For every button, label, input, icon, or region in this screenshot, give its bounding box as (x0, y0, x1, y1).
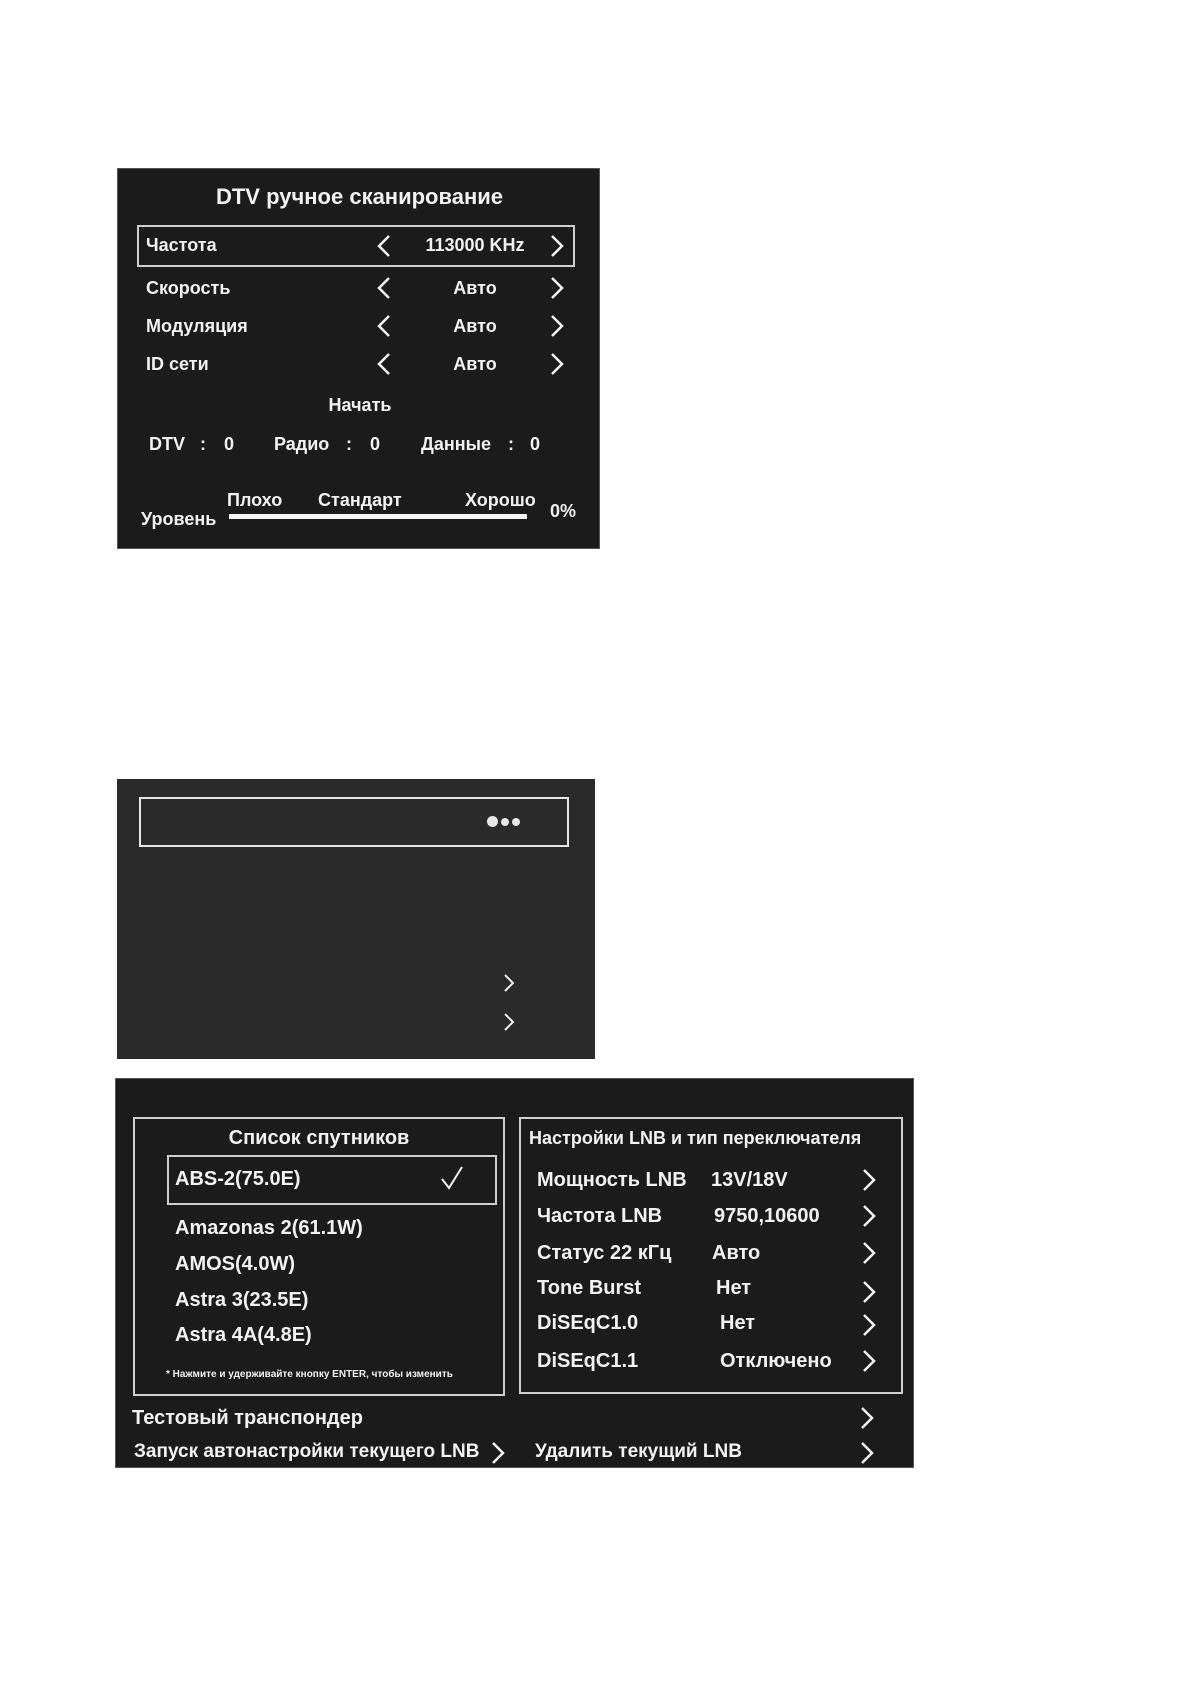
hint-text: * Нажмите и удерживайте кнопку ENTER, чтобы изменить (166, 1369, 453, 1380)
chevron-right-icon[interactable] (547, 312, 567, 340)
row-value: Авто (453, 316, 497, 336)
row-value: Авто (453, 278, 497, 298)
radio-count-value: 0 (370, 434, 381, 454)
chevron-right-icon[interactable] (859, 1202, 879, 1230)
chevron-right-icon[interactable] (501, 969, 517, 997)
chevron-right-icon[interactable] (859, 1347, 879, 1375)
lnb-frequency-row[interactable] (521, 1199, 901, 1235)
tone-burst-row[interactable] (521, 1272, 901, 1308)
row-value: Авто (712, 1242, 761, 1264)
chevron-right-icon[interactable] (859, 1166, 879, 1194)
dtv-manual-scan-panel (117, 168, 600, 549)
satellite-settings-panel (115, 1078, 914, 1468)
data-count-label: Данные (421, 434, 491, 454)
dtv-count-label: DTV (149, 434, 185, 454)
row-label: Скорость (146, 278, 231, 298)
list-item[interactable]: Astra 4A(4.8E) (175, 1324, 312, 1346)
signal-level-bar (229, 514, 527, 519)
lnb-settings-title: Настройки LNB и тип переключателя (529, 1128, 862, 1148)
start-button[interactable]: Начать (328, 395, 392, 415)
separator: : (346, 434, 352, 454)
lnb-power-row[interactable] (521, 1163, 901, 1199)
row-label: Tone Burst (537, 1277, 642, 1299)
chevron-right-icon[interactable] (859, 1278, 879, 1306)
chevron-right-icon[interactable] (547, 232, 567, 260)
test-transponder-row[interactable] (116, 1400, 906, 1436)
row-label: Мощность LNB (537, 1169, 687, 1191)
satellite-list-title: Список спутников (228, 1127, 410, 1149)
chevron-right-icon[interactable] (547, 350, 567, 378)
list-item[interactable]: Astra 3(23.5E) (175, 1289, 309, 1311)
dtv-count-value: 0 (224, 434, 235, 454)
chevron-right-icon[interactable] (857, 1439, 877, 1467)
separator: : (200, 434, 206, 454)
row-value: Отключено (720, 1350, 832, 1372)
chevron-left-icon[interactable] (374, 232, 394, 260)
list-item[interactable]: Amazonas 2(61.1W) (175, 1217, 363, 1239)
delete-lnb-row[interactable] (516, 1438, 906, 1470)
level-standard-label: Стандарт (318, 490, 402, 510)
chevron-right-icon[interactable] (501, 1008, 517, 1036)
row-value: Авто (453, 354, 497, 374)
row-label: Статус 22 кГц (537, 1242, 672, 1264)
chevron-right-icon[interactable] (488, 1439, 508, 1467)
chevron-left-icon[interactable] (374, 350, 394, 378)
radio-count-label: Радио (274, 434, 330, 454)
chevron-left-icon[interactable] (374, 274, 394, 302)
input-field[interactable] (139, 797, 569, 847)
level-label: Уровень (141, 509, 217, 529)
row-value: Нет (720, 1312, 756, 1334)
row-value: 9750,10600 (714, 1205, 820, 1227)
satellite-name: ABS-2(75.0E) (175, 1168, 301, 1190)
row-network-id[interactable] (118, 345, 601, 383)
row-label: ID сети (146, 354, 209, 374)
chevron-right-icon[interactable] (859, 1311, 879, 1339)
test-transponder-label: Тестовый транспондер (132, 1407, 363, 1429)
diseqc10-row[interactable] (521, 1307, 901, 1343)
row-label: Модуляция (146, 316, 248, 336)
dtv-scan-title: DTV ручное сканирование (215, 184, 504, 209)
input-dialog-panel (117, 779, 595, 1059)
level-percent: 0% (550, 501, 577, 521)
row-label: Частота LNB (537, 1205, 663, 1227)
chevron-left-icon[interactable] (374, 312, 394, 340)
loading-dots-icon (487, 815, 527, 829)
auto-tune-lnb-row[interactable] (116, 1438, 511, 1470)
22khz-status-row[interactable] (521, 1236, 901, 1272)
row-speed[interactable] (118, 269, 601, 307)
list-item[interactable] (167, 1155, 497, 1205)
chevron-right-icon[interactable] (857, 1404, 877, 1432)
auto-tune-label: Запуск автонастройки текущего LNB (134, 1441, 480, 1462)
level-bad-label: Плохо (227, 490, 283, 510)
diseqc11-row[interactable] (521, 1344, 901, 1380)
satellite-list-box (133, 1117, 505, 1396)
data-count-value: 0 (530, 434, 541, 454)
separator: : (508, 434, 514, 454)
checkmark-icon (440, 1165, 464, 1191)
list-item[interactable]: AMOS(4.0W) (175, 1253, 295, 1275)
lnb-settings-box (519, 1117, 903, 1394)
level-good-label: Хорошо (465, 490, 536, 510)
row-value: 113000 KHz (425, 235, 525, 255)
chevron-right-icon[interactable] (547, 274, 567, 302)
row-modulation[interactable] (118, 307, 601, 345)
row-label: DiSEqC1.0 (537, 1312, 639, 1334)
row-value: 13V/18V (711, 1169, 788, 1191)
delete-lnb-label: Удалить текущий LNB (535, 1441, 742, 1462)
row-label: Частота (146, 235, 217, 255)
row-frequency[interactable] (118, 225, 601, 267)
chevron-right-icon[interactable] (859, 1239, 879, 1267)
row-value: Нет (716, 1277, 752, 1299)
row-label: DiSEqC1.1 (537, 1350, 639, 1372)
